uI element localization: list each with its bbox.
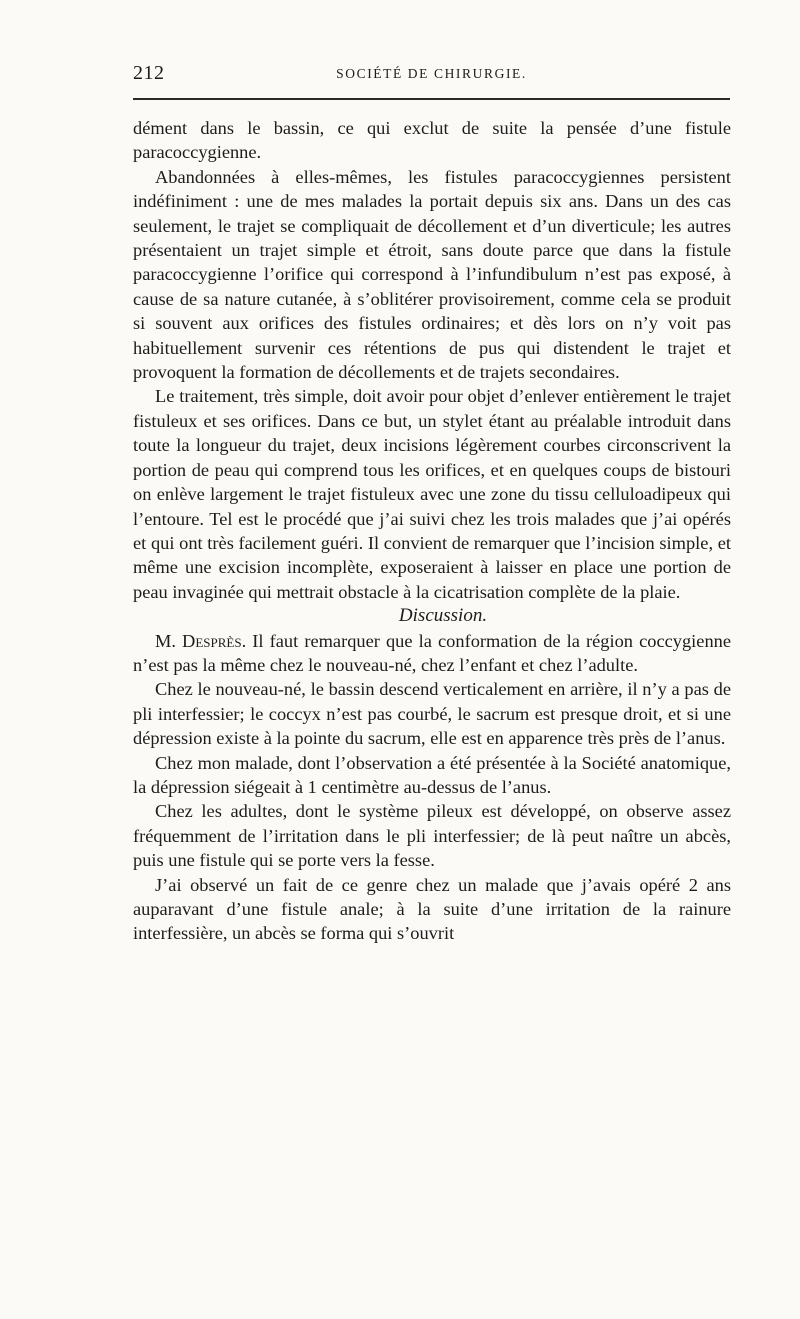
paragraph: Chez mon malade, dont l’observation a été présentée à la Société anatomique, la dépression siégeait à 1 centimètre au-dessus de l’anus. (133, 752, 731, 797)
paragraph: Abandonnées à elles-mêmes, les fistules paracoccygiennes persistent indéfiniment : une de mes malades la portait depuis six ans. Dans un des cas seulement, le trajet se compliquait de décollement et d’un diverticule; les autres présentaient un trajet simple et étroit, sans doute parce que dans la fistule paracoccygienne l’orifice qui correspond à l’infundibulum n’est pas exposé, à cause de sa nature cutanée, à s’oblitérer provisoirement, comme cela se produit si souvent aux orifices des fistules ordinaires; et dès lors on n’y voit pas habituellement survenir ces rétentions de pus qui distendent le trajet et provoquent la formation de décollements et de trajets secondaires. (133, 166, 731, 383)
paragraph: Le traitement, très simple, doit avoir pour objet d’enlever entièrement le trajet fistuleux et ses orifices. Dans ce but, un stylet étant au préalable introduit dans toute la longueur du trajet, deux incisions légèrement courbes circonscrivent la portion de peau qui comprend tous les orifices, et en quelques coups de bistouri on enlève largement le trajet fistuleux avec une zone du tissu celluloadipeux qui l’entoure. Tel est le procédé que j’ai suivi chez les trois malades que j’ai opérés et qui ont très facilement guéri. Il convient de remarquer que l’incision simple, et même une excision incomplète, exposeraient à laisser en place une portion de peau invaginée qui mettrait obstacle à la cicatrisation complète de la plaie. (133, 386, 731, 602)
paragraph: dément dans le bassin, ce qui exclut de suite la pensée d’une fistule paracoccygienne. (133, 118, 731, 163)
speaker-paragraph (133, 629, 731, 678)
speaker-text: Il faut remarquer que la conformation de la région coccygienne n’est pas la même chez le nouveau-né, chez l’enfant et chez l’adulte. (133, 630, 732, 675)
header-rule (133, 98, 730, 100)
page-number: 212 (133, 62, 165, 84)
page-header (133, 62, 730, 88)
speaker-name: M. Desprès. (155, 630, 247, 651)
paragraph: Chez le nouveau-né, le bassin descend verticalement en arrière, il n’y a pas de pli interfessier; le coccyx n’est pas courbé, le sacrum est presque droit, et si une dépression existe à la pointe du sacrum, elle est en apparence très près de l’anus. (133, 679, 731, 749)
section-heading: Discussion. (398, 605, 488, 627)
running-title: SOCIÉTÉ DE CHIRURGIE. (336, 66, 527, 81)
body-text (133, 116, 731, 946)
paragraph: Chez les adultes, dont le système pileux est développé, on observe assez fréquemment de l’irritation dans le pli interfessier; de là peut naître un abcès, puis une fistule qui se porte vers la fesse. (133, 801, 731, 871)
paragraph: J’ai observé un fait de ce genre chez un malade que j’avais opéré 2 ans auparavant d’une fistule anale; à la suite d’une irritation de la rainure interfessière, un abcès se forma qui s’ouvrit (133, 874, 731, 944)
